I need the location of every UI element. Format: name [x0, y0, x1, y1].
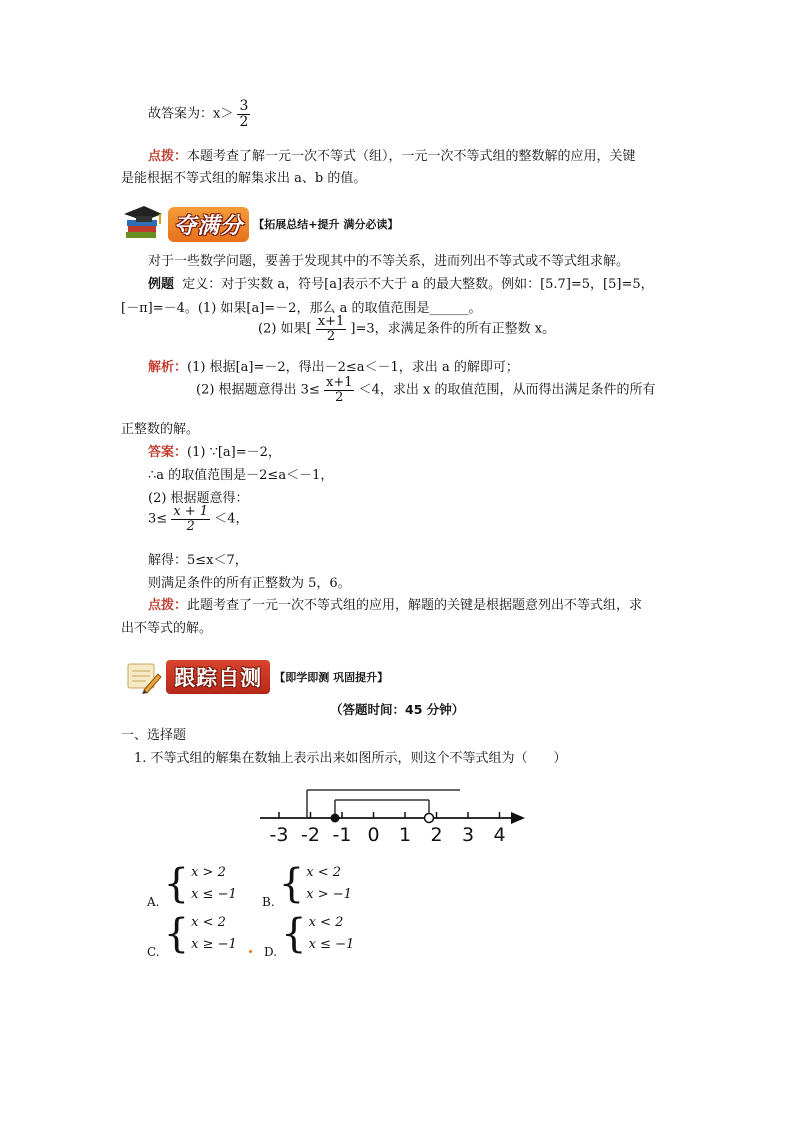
q2-prefix: (2) 如果[	[258, 321, 312, 337]
section2-title: 跟踪自测	[174, 666, 263, 690]
number-line-arrow	[511, 812, 525, 824]
answer-5: 解得：5≤x＜7，	[148, 553, 248, 568]
q2-suffix: ]=3，求满足条件的所有正整数 x。	[350, 321, 556, 337]
tip2-line	[148, 594, 642, 613]
tip1-text: 本题考查了解一元一次不等式（组），一元一次不等式组的整数解的应用，关键	[187, 149, 636, 164]
option-b-system	[279, 862, 352, 906]
number-line-tick-label: -3	[269, 824, 289, 846]
part-heading: 一、选择题	[121, 728, 187, 743]
answer-1: (1) ∵[a]=－2，	[187, 445, 281, 460]
option-b-line1: x < 2	[306, 865, 341, 880]
section1-title: 夺满分	[174, 213, 244, 239]
option-d-brace: {	[281, 911, 307, 957]
analysis-2-prefix: (2) 根据题意得出 3≤	[196, 382, 320, 398]
analysis-2-numerator: x+1	[325, 375, 353, 390]
number-line-tick-label: 0	[367, 824, 380, 846]
tip1-line2: 是能根据不等式组的解集求出 a、b 的值。	[121, 171, 367, 186]
section1-banner	[122, 204, 398, 244]
option-a[interactable]	[147, 861, 237, 909]
option-c-line2: x ≥ −1	[191, 937, 237, 952]
analysis-2-suffix: ＜4，求出 x 的取值范围，从而得出满足条件的所有	[358, 382, 656, 398]
example-text: 定义：对于实数 a，符号[a]表示不大于 a 的最大整数。例如：[5.7]=5，[5]=5，	[182, 277, 654, 292]
option-b-label: B.	[262, 894, 275, 909]
answer-prefix: 故答案为：x＞	[148, 106, 234, 122]
number-line-figure	[255, 778, 535, 848]
option-d-line1: x < 2	[308, 915, 344, 930]
answer-line	[148, 99, 250, 129]
option-a-system	[164, 862, 237, 906]
option-c-line1: x < 2	[191, 915, 226, 930]
analysis-text-1: (1) 根据[a]=－2，得出－2≤a＜－1，求出 a 的解即可；	[187, 360, 519, 375]
tip2-label: 点拨：	[148, 598, 188, 613]
option-c[interactable]	[147, 911, 237, 959]
answer-fraction	[237, 99, 250, 129]
tip2-text: 此题考查了一元一次不等式组的应用，解题的关键是根据题意列出不等式组，求	[187, 598, 643, 613]
number-line-tick-label: 3	[461, 824, 475, 846]
option-c-label: C.	[147, 944, 160, 959]
section1-title-badge	[168, 207, 249, 242]
section2-subtitle: 【即学即测 巩固提升】	[274, 671, 389, 684]
number-line-tick-label: 4	[493, 824, 506, 846]
analysis-line2	[196, 376, 656, 404]
q2-denominator: 2	[326, 328, 336, 344]
example-line	[148, 273, 654, 292]
answer-4-denominator: 2	[186, 518, 195, 534]
number-line-tick-label: 2	[430, 824, 443, 846]
section1-intro: 对于一些数学问题，要善于发现其中的不等关系，进而列出不等式或不等式组求解。	[148, 254, 630, 269]
answer-label: 答案：	[148, 445, 188, 460]
option-a-line1: x > 2	[191, 865, 226, 880]
answer-2: ∴a 的取值范围是－2≤a＜－1，	[148, 468, 334, 483]
option-a-brace: {	[163, 861, 190, 907]
analysis-line3: 正整数的解。	[121, 422, 200, 437]
analysis-label: 解析：	[148, 360, 188, 375]
q2-numerator: x+1	[317, 314, 345, 329]
analysis-2-denominator: 2	[335, 389, 344, 405]
q2-line	[258, 315, 555, 343]
graduation-cap-books-icon	[122, 204, 164, 244]
option-b[interactable]	[262, 861, 352, 909]
option-a-line2: x ≤ −1	[191, 887, 237, 902]
open-point	[425, 814, 434, 823]
answer-3: (2) 根据题意得：	[148, 491, 249, 506]
option-d[interactable]	[264, 911, 355, 959]
closed-point	[331, 814, 340, 823]
analysis-2-fraction	[324, 376, 355, 404]
section1-subtitle: 【拓展总结+提升 满分必读】	[253, 218, 399, 231]
answer-numerator: 3	[239, 98, 249, 114]
example-label: 例题	[148, 277, 175, 292]
tip1-label: 点拨：	[148, 149, 188, 164]
answer-label-line	[148, 441, 281, 460]
option-b-line2: x > −1	[306, 887, 352, 902]
answer-denominator: 2	[239, 113, 249, 130]
number-line-tick-label: 1	[398, 824, 412, 846]
pencil-paper-icon	[122, 660, 162, 694]
tip2-line2: 出不等式的解。	[121, 621, 213, 636]
answer-4-prefix: 3≤	[148, 511, 168, 527]
option-b-brace: {	[278, 861, 305, 907]
stray-mark	[249, 950, 252, 953]
question-1: 1. 不等式组的解集在数轴上表示出来如图所示，则这个不等式组为（ ）	[134, 751, 567, 766]
answer-4-numerator: x + 1	[173, 504, 209, 519]
answer-6: 则满足条件的所有正整数为 5，6。	[148, 576, 351, 591]
answer-4-suffix: ＜4，	[214, 511, 249, 527]
q2-fraction	[316, 315, 347, 343]
section2-banner	[122, 660, 388, 694]
answer-4-fraction	[171, 505, 210, 533]
option-d-system	[281, 912, 354, 956]
option-c-brace: {	[163, 911, 190, 957]
analysis-line1	[148, 356, 519, 375]
example-line2: [－π]=－4。(1) 如果[a]=－2，那么 a 的取值范围是______。	[121, 301, 482, 316]
answer-time: （答题时间：45 分钟）	[330, 702, 465, 717]
option-c-system	[164, 912, 237, 956]
option-d-line2: x ≤ −1	[308, 937, 355, 952]
answer-4-line	[148, 505, 249, 533]
tip1-line	[148, 145, 636, 164]
section2-title-badge	[166, 660, 270, 694]
option-a-label: A.	[147, 894, 160, 909]
number-line-tick-label: -1	[332, 824, 352, 846]
option-d-label: D.	[264, 944, 278, 959]
number-line-tick-label: -2	[301, 824, 320, 846]
